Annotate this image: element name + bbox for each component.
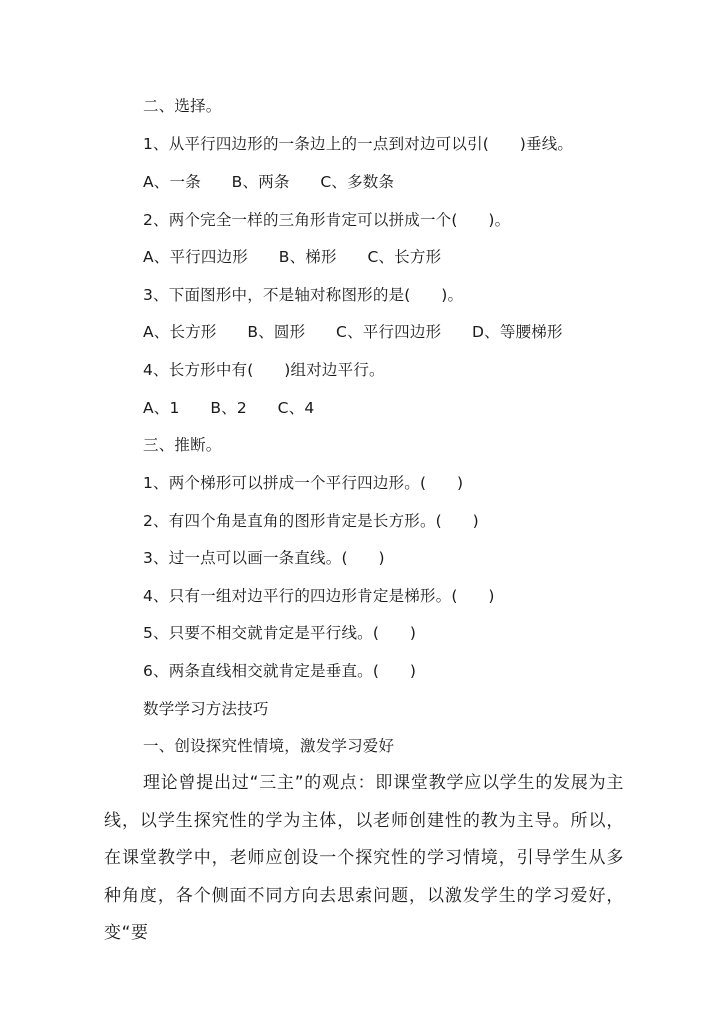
options-choice-3: A、长方形 B、圆形 C、平行四边形 D、等腰梯形	[143, 323, 563, 341]
question-choice-1: 1、从平行四边形的一条边上的一点到对边可以引( )垂线。	[143, 135, 574, 153]
options-choice-1: A、一条 B、两条 C、多数条	[143, 173, 395, 191]
question-judgement-5: 5、只要不相交就肯定是平行线。( )	[143, 624, 417, 642]
article-subheading-1: 一、创设探究性情境，激发学习爱好	[143, 737, 395, 755]
question-choice-2: 2、两个完全一样的三角形肯定可以拼成一个( )。	[143, 211, 511, 229]
article-paragraph: 理论曾提出过“三主”的观点：即课堂教学应以学生的发展为主线，以学生探究性的学为主体，以老师创建性的教为主导。所以，在课堂教学中，老师应创设一个探究性的学习情境，引导学生从多种角度，各个侧面不同方向去思索问题，以激发学生的学习爱好，变“要	[104, 773, 624, 943]
question-judgement-1: 1、两个梯形可以拼成一个平行四边形。( )	[143, 474, 464, 492]
options-choice-2: A、平行四边形 B、梯形 C、长方形	[143, 248, 442, 266]
question-judgement-2: 2、有四个角是直角的图形肯定是长方形。( )	[143, 512, 479, 530]
question-judgement-3: 3、过一点可以画一条直线。( )	[143, 549, 385, 567]
question-choice-4: 4、长方形中有( )组对边平行。	[143, 361, 385, 379]
article-title: 数学学习方法技巧	[143, 700, 269, 718]
question-judgement-4: 4、只有一组对边平行的四边形肯定是梯形。( )	[143, 587, 495, 605]
section-heading-choice: 二、选择。	[143, 97, 222, 115]
question-judgement-6: 6、两条直线相交就肯定是垂直。( )	[143, 662, 417, 680]
question-choice-3: 3、下面图形中，不是轴对称图形的是( )。	[143, 286, 464, 304]
options-choice-4: A、1 B、2 C、4	[143, 399, 315, 417]
section-heading-judgement: 三、推断。	[143, 436, 222, 454]
